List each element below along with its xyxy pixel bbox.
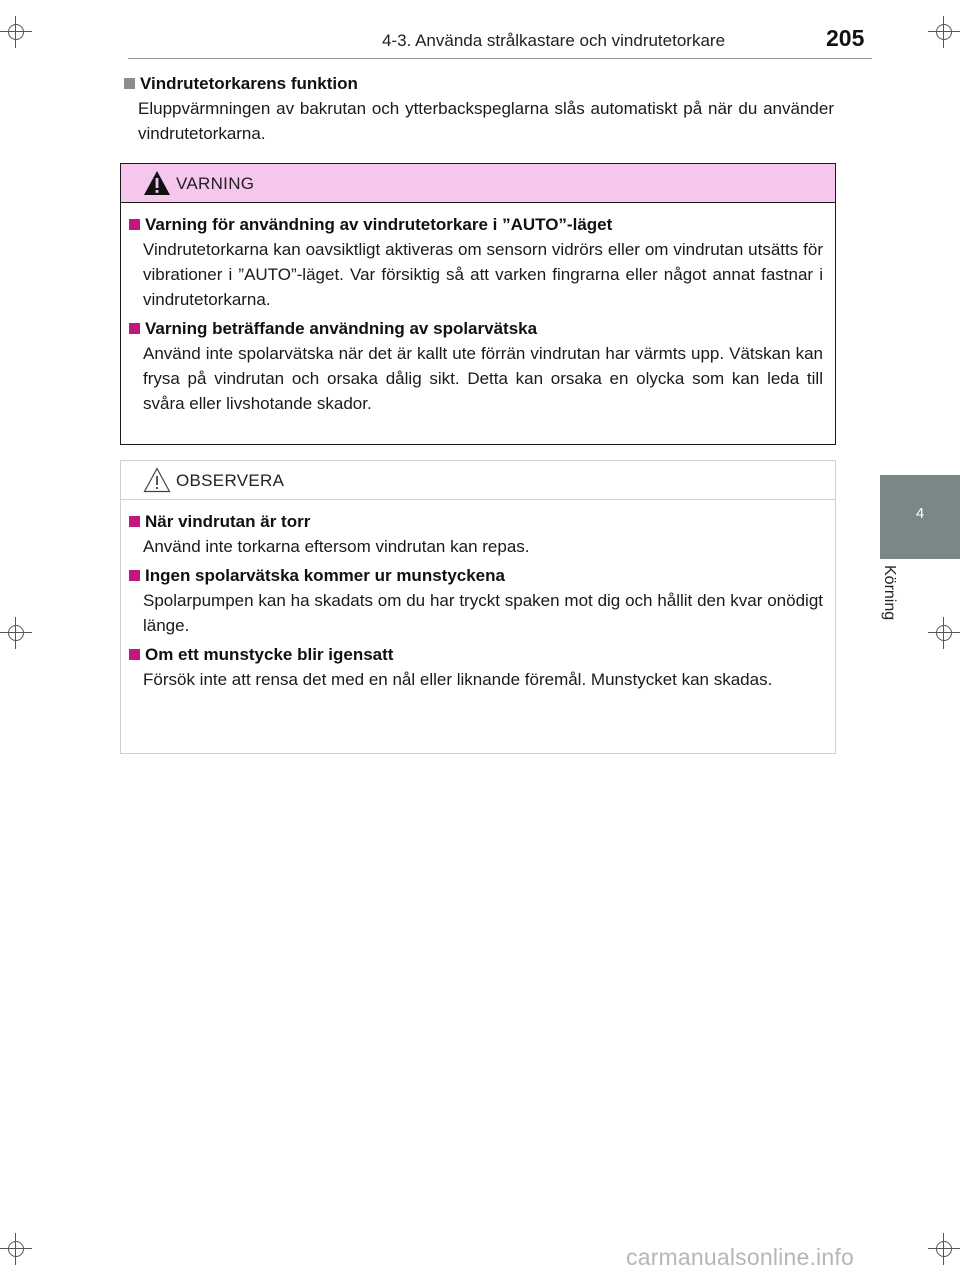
square-bullet-icon [129,219,140,230]
header-divider [128,58,872,59]
notice-header [121,461,835,500]
notice-item-heading-text: När vindrutan är torr [145,512,311,531]
square-bullet-icon [129,570,140,581]
warning-item-heading [129,213,823,237]
notice-box [120,460,836,754]
warning-item-heading-text: Varning beträffande användning av spolarvätska [145,319,538,338]
square-bullet-icon [129,323,140,334]
notice-item-text: Använd inte torkarna eftersom vindrutan kan repas. [143,537,530,556]
warning-item [129,317,823,416]
warning-item-heading [129,317,823,341]
notice-item [129,510,823,559]
notice-item [129,643,823,692]
warning-item-text: Använd inte spolarvätska när det är kallt ute förrän vindrutan har värmts upp. Vätskan kan frysa på vindrutan och orsaka dålig sikt. Detta kan orsaka en olycka som kan leda till svåra eller livshotande skador. [143,344,823,413]
registration-mark-bottom-left [0,1233,32,1265]
notice-item-heading [129,564,823,588]
registration-mark-top-left [0,16,32,48]
notice-item-heading-text: Om ett munstycke blir igensatt [145,645,394,664]
section-heading-text: Vindrutetorkarens funktion [140,74,358,93]
chapter-label: Körning [881,565,898,621]
registration-mark-mid-left [0,617,32,649]
wiper-function-section [124,72,834,146]
warning-box [120,163,836,445]
notice-title: OBSERVERA [176,471,285,490]
warning-title: VARNING [176,174,255,193]
chapter-number: 4 [915,505,925,522]
chapter-label-container [878,565,900,645]
warning-item-text: Vindrutetorkarna kan oavsiktligt aktiveras om sensorn vidrörs eller om vindrutan utsätts för vibrationer i ”AUTO”-läget. Var försiktig så att varken fingrarna eller något annat fastnar i vindrutetorkarna. [143,240,823,309]
notice-item-text: Spolarpumpen kan ha skadats om du har tryckt spaken mot dig och hållit den kvar onödigt länge. [143,591,823,635]
registration-mark-top-right [928,16,960,48]
registration-mark-bottom-right [928,1233,960,1265]
warning-header [121,164,835,203]
watermark: carmanualsonline.info [626,1244,854,1270]
warning-item-heading-text: Varning för användning av vindrutetorkare i ”AUTO”-läget [145,215,613,234]
square-bullet-icon [124,78,135,89]
notice-item-heading [129,643,823,667]
square-bullet-icon [129,516,140,527]
notice-item-text: Försök inte att rensa det med en nål eller liknande föremål. Munstycket kan skadas. [143,670,773,689]
chapter-tab [880,475,960,559]
notice-body [121,500,835,692]
registration-mark-mid-right [928,617,960,649]
page-header-title: 4-3. Använda strålkastare och vindrutetorkare [382,31,726,50]
notice-item-heading [129,510,823,534]
warning-body [121,203,835,416]
warning-item [129,213,823,312]
warning-triangle-icon [143,170,171,196]
section-text: Eluppvärmningen av bakrutan och ytterbackspeglarna slås automatiskt på när du använder vindrutetorkarna. [138,99,834,143]
notice-item [129,564,823,638]
notice-item-heading-text: Ingen spolarvätska kommer ur munstyckena [145,566,505,585]
square-bullet-icon [129,649,140,660]
section-heading [124,72,834,96]
page-number: 205 [826,25,865,51]
caution-triangle-icon [143,467,171,493]
